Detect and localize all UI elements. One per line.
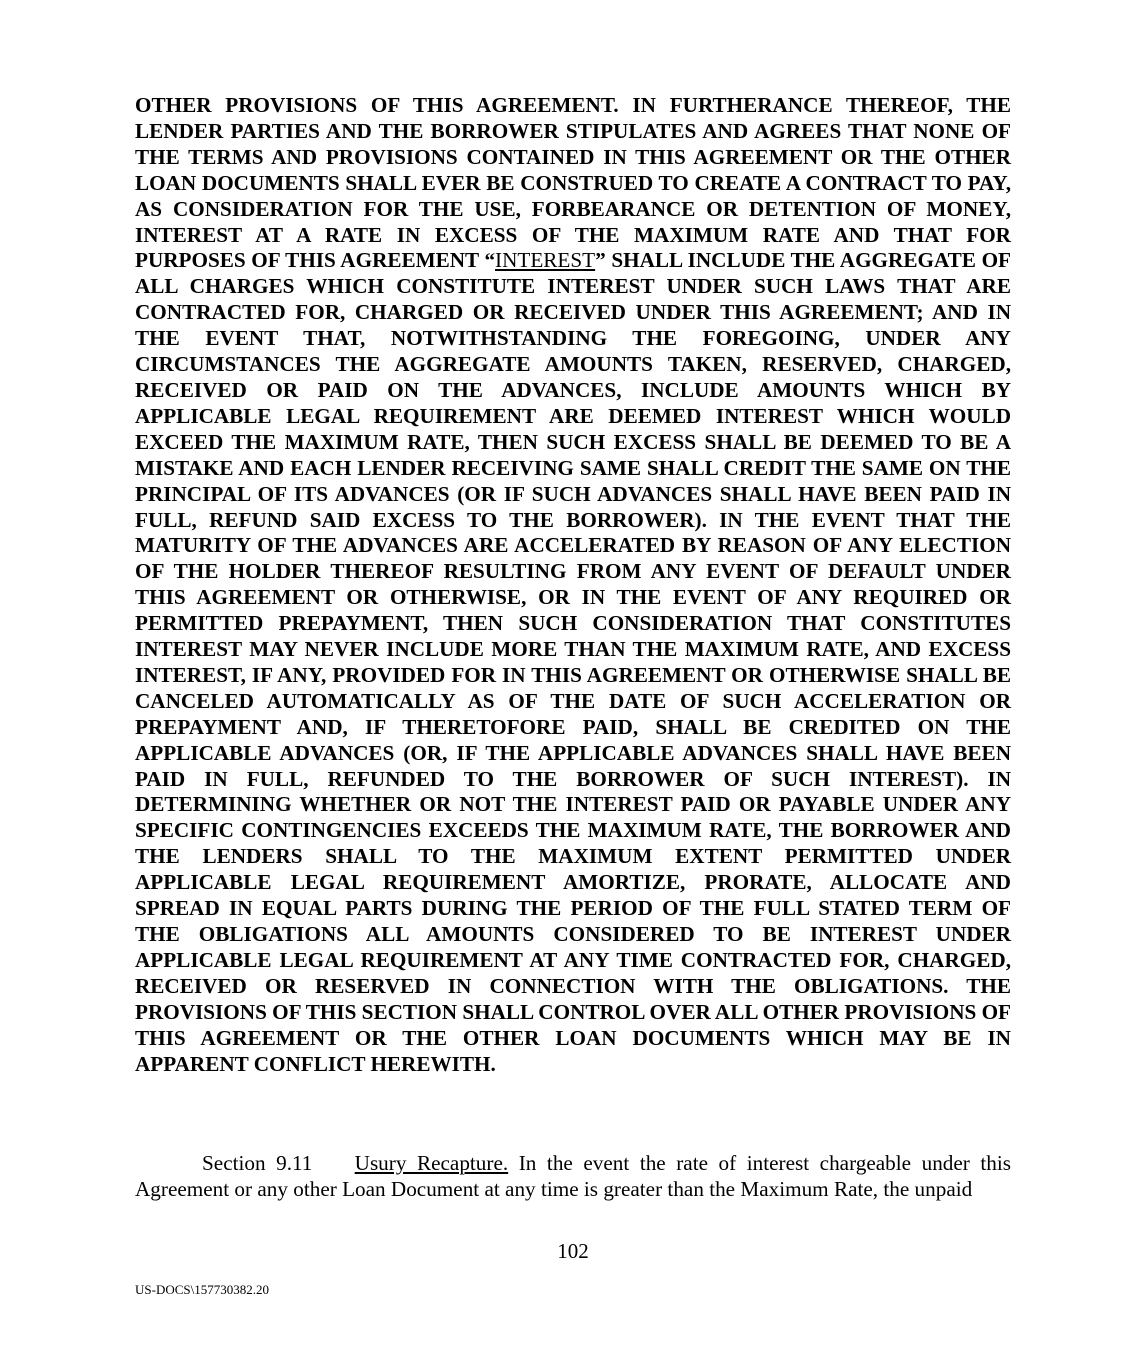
section-text: In the event the rate of interest chargeable under this Agreement or any other Loan Document at any time is greater than the Maximum Rate, the unpaid bbox=[135, 1151, 1012, 1201]
section-9-11 bbox=[135, 1151, 1011, 1203]
usury-paragraph bbox=[135, 93, 1011, 1077]
page-number: 102 bbox=[557, 1239, 589, 1263]
document-id: US-DOCS\157730382.20 bbox=[135, 1282, 269, 1297]
usury-paragraph-text-start: OTHER PROVISIONS OF THIS AGREEMENT. IN FURTHERANCE THEREOF, THE LENDER PARTIES AND THE BORROWER STIPULATES AND AGREES THAT NONE OF THE TERMS AND PROVISIONS CONTAINED IN THIS AGREEMENT OR THE OTHER LOAN DOCUMENTS SHALL EVER BE CONSTRUED TO CREATE A CONTRACT TO PAY, AS CONSIDERATION FOR THE USE, FORBEARANCE OR DETENTION OF MONEY, INTEREST AT A RATE IN EXCESS OF THE MAXIMUM RATE AND THAT FOR PURPOSES OF THIS AGREEMENT “ bbox=[135, 93, 1011, 273]
section-title: Usury Recapture. bbox=[354, 1151, 509, 1175]
defined-term-interest: INTEREST bbox=[495, 248, 596, 273]
usury-paragraph-text-end: ” SHALL INCLUDE THE AGGREGATE OF ALL CHARGES WHICH CONSTITUTE INTEREST UNDER SUCH LAWS THAT ARE CONTRACTED FOR, CHARGED OR RECEIVED UNDER THIS AGREEMENT; AND IN THE EVENT THAT, NOTWITHSTANDING THE FOREGOING, UNDER ANY CIRCUMSTANCES THE AGGREGATE AMOUNTS TAKEN, RESERVED, CHARGED, RECEIVED OR PAID ON THE ADVANCES, INCLUDE AMOUNTS WHICH BY APPLICABLE LEGAL REQUIREMENT ARE DEEMED INTEREST WHICH WOULD EXCEED THE MAXIMUM RATE, THEN SUCH EXCESS SHALL BE DEEMED TO BE A MISTAKE AND EACH LENDER RECEIVING SAME SHALL CREDIT THE SAME ON THE PRINCIPAL OF ITS ADVANCES (OR IF SUCH ADVANCES SHALL HAVE BEEN PAID IN FULL, REFUND SAID EXCESS TO THE BORROWER). IN THE EVENT THAT THE MATURITY OF THE ADVANCES ARE ACCELERATED BY REASON OF ANY ELECTION OF THE HOLDER THEREOF RESULTING FROM ANY EVENT OF DEFAULT UNDER THIS AGREEMENT OR OTHERWISE, OR IN THE EVENT OF ANY REQUIRED OR PERMITTED PREPAYMENT, THEN SUCH CONSIDERATION THAT CONSTITUTES INTEREST MAY NEVER INCLUDE MORE THAN THE MAXIMUM RATE, AND EXCESS INTEREST, IF ANY, PROVIDED FOR IN THIS AGREEMENT OR OTHERWISE SHALL BE CANCELED AUTOMATICALLY AS OF THE DATE OF SUCH ACCELERATION OR PREPAYMENT AND, IF THERETOFORE PAID, SHALL BE CREDITED ON THE APPLICABLE ADVANCES (OR, IF THE APPLICABLE ADVANCES SHALL HAVE BEEN PAID IN FULL, REFUNDED TO THE BORROWER OF SUCH INTEREST). IN DETERMINING WHETHER OR NOT THE INTEREST PAID OR PAYABLE UNDER ANY SPECIFIC CONTINGENCIES EXCEEDS THE MAXIMUM RATE, THE BORROWER AND THE LENDERS SHALL TO THE MAXIMUM EXTENT PERMITTED UNDER APPLICABLE LEGAL REQUIREMENT AMORTIZE, PRORATE, ALLOCATE AND SPREAD IN EQUAL PARTS DURING THE PERIOD OF THE FULL STATED TERM OF THE OBLIGATIONS ALL AMOUNTS CONSIDERED TO BE INTEREST UNDER APPLICABLE LEGAL REQUIREMENT AT ANY TIME CONTRACTED FOR, CHARGED, RECEIVED OR RESERVED IN CONNECTION WITH THE OBLIGATIONS. THE PROVISIONS OF THIS SECTION SHALL CONTROL OVER ALL OTHER PROVISIONS OF THIS AGREEMENT OR THE OTHER LOAN DOCUMENTS WHICH MAY BE IN APPARENT CONFLICT HEREWITH. bbox=[135, 248, 1011, 1076]
section-number: Section 9.11 bbox=[202, 1151, 313, 1175]
